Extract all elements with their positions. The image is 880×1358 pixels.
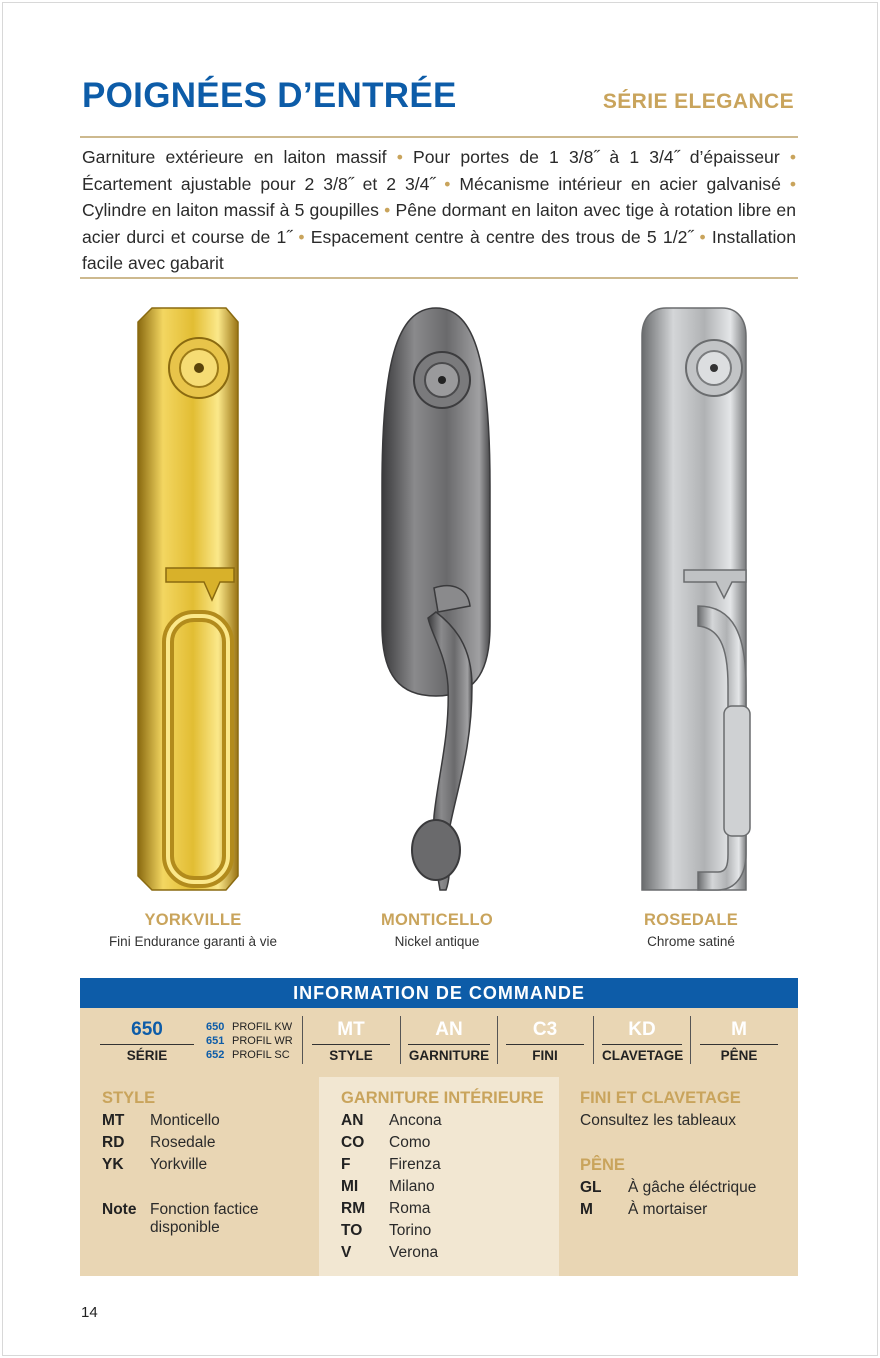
garniture-column: GARNITURE INTÉRIEURE AN Ancona CO Como F Firenza MI Milano RM Roma TO Torino V Verona xyxy=(319,1077,559,1276)
product-name-yorkville: YORKVILLE xyxy=(144,911,242,929)
code-style-value: MT xyxy=(337,1019,365,1040)
code-pene-value: M xyxy=(731,1019,747,1040)
feature-text: Installation facile avec gabarit xyxy=(82,226,796,274)
code-serie xyxy=(100,1018,194,1063)
feature-text: Pour portes de 1 3/8˝ à 1 3/4˝ d’épaisseur xyxy=(413,147,780,167)
code-divider xyxy=(302,1016,303,1064)
product-finish-yorkville: Fini Endurance garanti à vie xyxy=(108,934,278,949)
code-style xyxy=(312,1018,390,1063)
product-name-monticello: MONTICELLO xyxy=(380,911,494,929)
code-pene-label: PÊNE xyxy=(720,1048,758,1063)
code-garniture xyxy=(408,1018,490,1063)
pene-title: PÊNE xyxy=(580,1156,625,1174)
feature-text: Écartement ajustable pour 2 3/8˝ et 2 3/4˝ xyxy=(82,173,436,194)
code-garniture-value: AN xyxy=(435,1019,463,1040)
profile-list xyxy=(206,1020,293,1062)
code-pene xyxy=(700,1018,778,1063)
code-style-label: STYLE xyxy=(329,1048,373,1063)
profile-item: 651 PROFIL WR xyxy=(206,1035,293,1047)
code-serie-value: 650 xyxy=(131,1019,163,1040)
style-column: STYLE MT Monticello RD Rosedale YK Yorkville Note Fonction factice disponible xyxy=(80,1077,319,1276)
code-fini xyxy=(506,1018,584,1063)
fini-pene-column: FINI ET CLAVETAGE Consultez les tableaux PÊNE GL À gâche éléctrique M À mortaiser xyxy=(559,1077,798,1276)
code-divider xyxy=(690,1016,691,1064)
code-clavetage-label: CLAVETAGE xyxy=(602,1048,684,1063)
features-paragraph: Garniture extérieure en laiton massif • Pour portes de 1 3/8˝ à 1 3/4˝ d’épaisseur • Écartement ajustable pour 2 3/8˝ et 2 3/4˝ • Mécanisme intérieur en acier galvanisé • Cylindre en laiton massif à 5 goupilles • Pêne dormant en laiton avec tige à rotation libre en acier durci et course de 1˝ • Espacement centre à centre des trous de 5 1/2˝ • Installation facile avec gabarit xyxy=(82,147,796,274)
code-clavetage xyxy=(602,1018,682,1063)
yorkville-handle-image xyxy=(130,306,242,894)
code-divider xyxy=(593,1016,594,1064)
code-clavetage-value: KD xyxy=(628,1019,656,1040)
profile-item: 650 PROFIL KW xyxy=(206,1021,293,1033)
code-serie-label: SÉRIE xyxy=(126,1048,168,1063)
garniture-title: GARNITURE INTÉRIEURE xyxy=(341,1089,544,1107)
fini-title: FINI ET CLAVETAGE xyxy=(580,1089,741,1107)
product-finish-monticello: Nickel antique xyxy=(394,934,480,949)
fini-text: Consultez les tableaux xyxy=(580,1112,736,1129)
profile-item: 652 PROFIL SC xyxy=(206,1049,290,1061)
feature-text: Garniture extérieure en laiton massif xyxy=(82,147,387,167)
feature-text: Cylindre en laiton massif à 5 goupilles xyxy=(82,200,379,221)
feature-text: Espacement centre à centre des trous de 5 1/2˝ xyxy=(310,226,694,247)
code-fini-value: C3 xyxy=(532,1019,558,1040)
code-garniture-label: GARNITURE xyxy=(408,1048,490,1063)
monticello-handle-image xyxy=(372,306,500,894)
product-name-rosedale: ROSEDALE xyxy=(643,911,739,929)
product-finish-rosedale: Chrome satiné xyxy=(647,934,735,949)
order-info-header: INFORMATION DE COMMANDE xyxy=(80,978,798,1008)
feature-text: Mécanisme intérieur en acier galvanisé xyxy=(459,173,781,194)
page-title: POIGNÉES D’ENTRÉE xyxy=(82,76,457,115)
rosedale-handle-image xyxy=(638,306,754,894)
code-fini-label: FINI xyxy=(532,1048,558,1063)
top-rule xyxy=(80,136,798,138)
series-label: SÉRIE ELEGANCE xyxy=(602,90,794,113)
feature-text: Pêne dormant en laiton avec tige à rotation libre en acier durci et course de 1˝ xyxy=(82,200,796,247)
note-text: Fonction factice disponible xyxy=(150,1201,259,1236)
features-rule xyxy=(80,277,798,279)
code-divider xyxy=(497,1016,498,1064)
style-title: STYLE xyxy=(102,1089,156,1107)
code-divider xyxy=(400,1016,401,1064)
page-number: 14 xyxy=(81,1304,98,1321)
